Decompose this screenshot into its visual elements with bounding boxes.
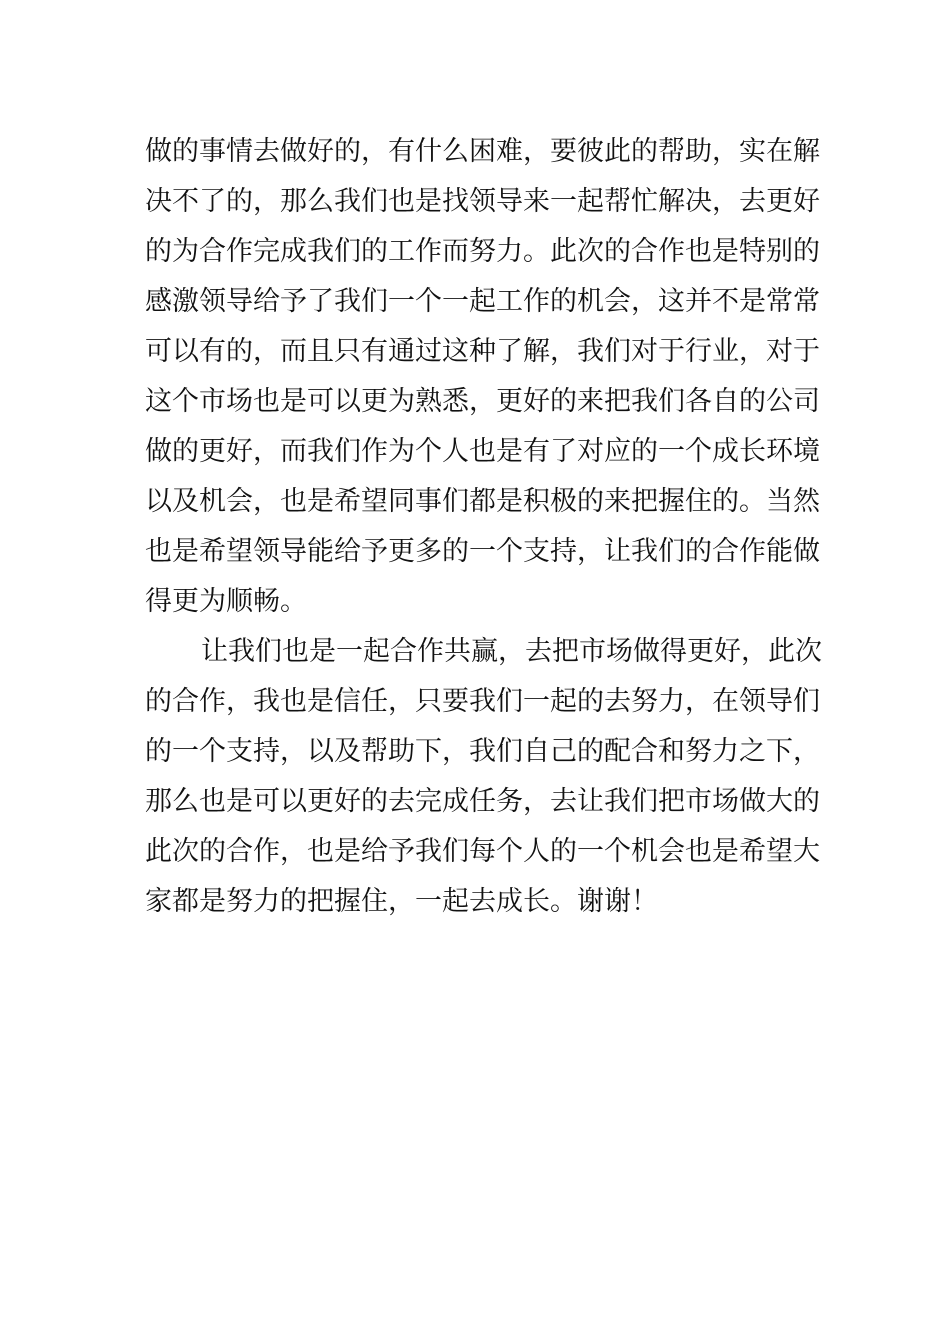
text-line: 得更为顺畅。	[145, 586, 307, 617]
text-line: 让我们也是一起合作共赢，去把市场做得更好，此次	[201, 636, 822, 667]
text-line: 做的事情去做好的，有什么困难，要彼此的帮助，实在解	[145, 136, 820, 167]
document-body	[145, 127, 822, 927]
text-line: 家都是努力的把握住，一起去成长。谢谢！	[145, 886, 658, 917]
text-line: 的为合作完成我们的工作而努力。此次的合作也是特别的	[145, 236, 820, 267]
text-line: 这个市场也是可以更为熟悉，更好的来把我们各自的公司	[145, 386, 820, 417]
text-line: 那么也是可以更好的去完成任务，去让我们把市场做大的	[145, 786, 820, 817]
text-line: 也是希望领导能给予更多的一个支持，让我们的合作能做	[145, 536, 820, 567]
paragraph-2	[145, 627, 822, 927]
text-line: 决不了的，那么我们也是找领导来一起帮忙解决，去更好	[145, 186, 820, 217]
text-line: 的合作，我也是信任，只要我们一起的去努力，在领导们	[145, 686, 820, 717]
text-line: 此次的合作，也是给予我们每个人的一个机会也是希望大	[145, 836, 820, 867]
text-line: 的一个支持，以及帮助下，我们自己的配合和努力之下，	[145, 736, 820, 767]
text-line: 做的更好，而我们作为个人也是有了对应的一个成长环境	[145, 436, 820, 467]
text-line: 可以有的，而且只有通过这种了解，我们对于行业，对于	[145, 336, 820, 367]
text-line: 感激领导给予了我们一个一起工作的机会，这并不是常常	[145, 286, 820, 317]
text-line: 以及机会，也是希望同事们都是积极的来把握住的。当然	[145, 486, 820, 517]
paragraph-1	[145, 127, 820, 627]
